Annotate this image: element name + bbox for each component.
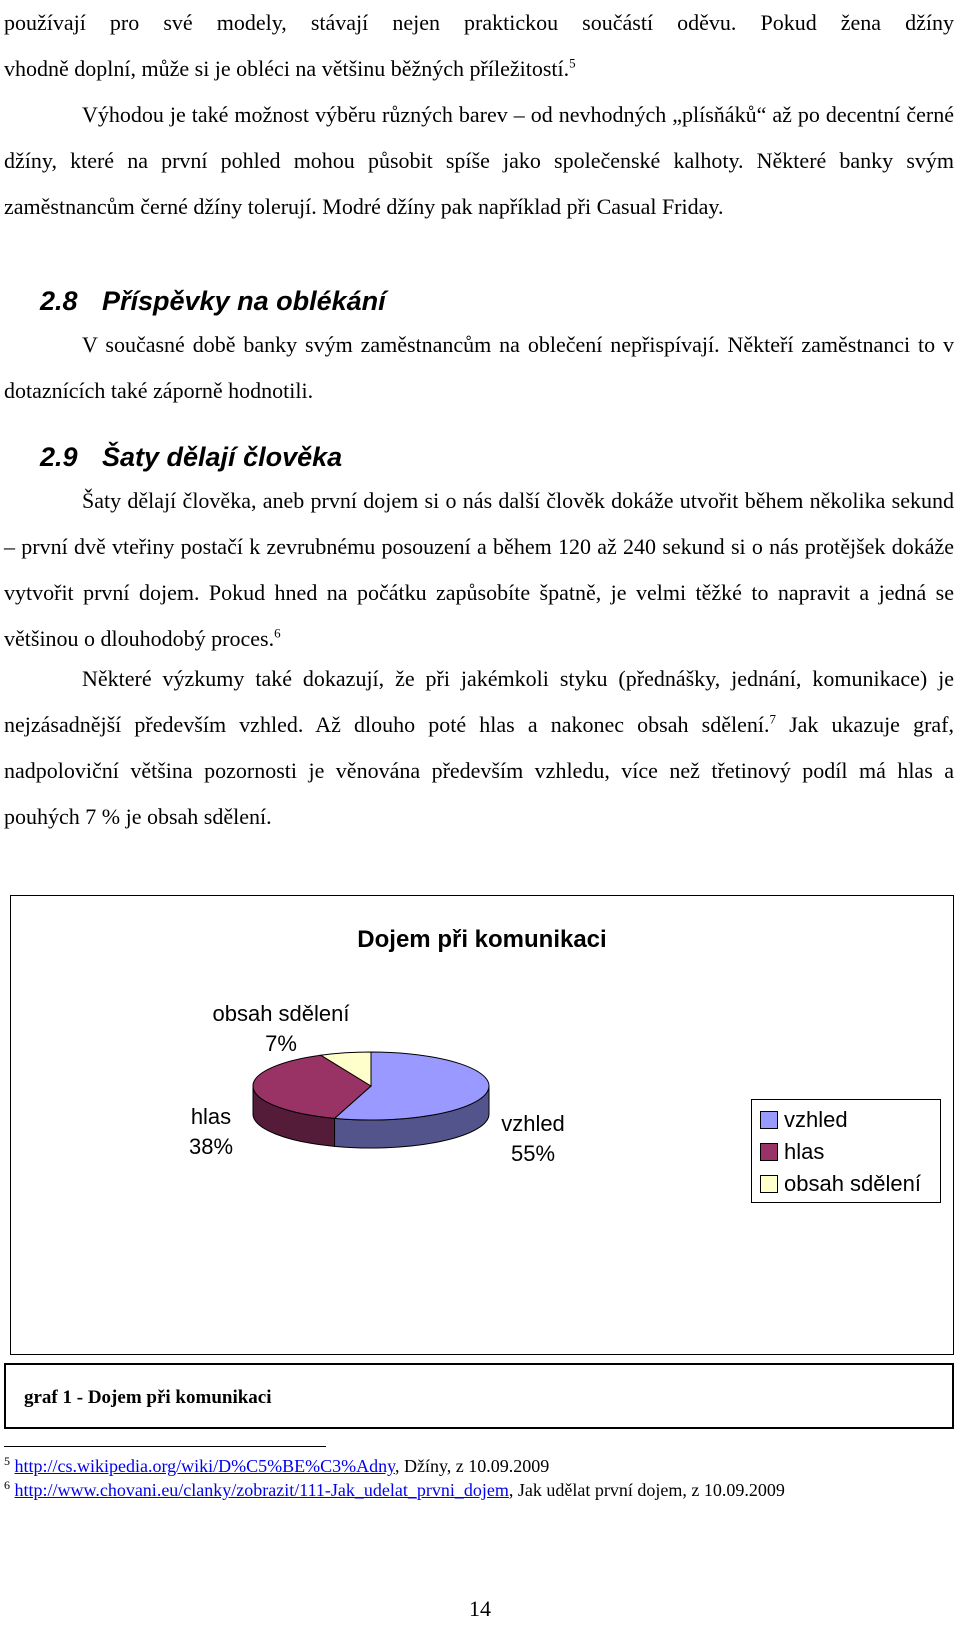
footnote-link[interactable]: http://cs.wikipedia.org/wiki/D%C5%BE%C3%Adny bbox=[14, 1456, 395, 1476]
footnote-number: 5 bbox=[4, 1454, 10, 1468]
footnote-text: , Jak udělat první dojem, z 10.09.2009 bbox=[508, 1480, 785, 1500]
paragraph-3: V současné době banky svým zaměstnancům na oblečení nepřispívají. Někteří zaměstnanci to v dotaznících také záporně hodnotili. bbox=[4, 332, 954, 403]
slice-category-label-vzhled: vzhled bbox=[501, 1111, 565, 1136]
section-heading-2-9 bbox=[40, 442, 342, 473]
legend-swatch-obsah-sdeleni bbox=[760, 1175, 778, 1193]
paragraph-5-text-b: Jak ukazuje graf, nadpoloviční většina pozornosti je věnována především vzhledu, více než třetinový podíl má hlas a pouhých 7 % je obsah sdělení. bbox=[4, 712, 954, 829]
section-heading-2-8 bbox=[40, 286, 386, 317]
section-number: 2.9 bbox=[40, 442, 78, 472]
footnote-5 bbox=[4, 1454, 954, 1478]
section-number: 2.8 bbox=[40, 286, 78, 316]
slice-value-label-vzhled: 55% bbox=[510, 1141, 556, 1166]
slice-value-label-hlas: 38% bbox=[188, 1134, 234, 1159]
paragraph-1 bbox=[4, 0, 954, 92]
paragraph-5-text-a: Některé výzkumy také dokazují, že při jakémkoli styku (přednášky, jednání, komunikace) je nejzásadnější především vzhled. Až dlouho poté hlas a nakonec obsah sdělení. bbox=[4, 666, 954, 737]
paragraph-4-text: Šaty dělají člověka, aneb první dojem si o nás další člověk dokáže utvořit během několika sekund – první dvě vteřiny postačí k zevrubnému posouzení a během 120 až 240 sekund si o nás protějšek dokáže vytvořit první dojem. Pokud hned na počátku zapůsobíte špatně, je velmi těžké to napravit a jedná se většinou o dlouhodobý proces. bbox=[4, 488, 954, 651]
slice-category-label-obsah-sdělení: obsah sdělení bbox=[212, 1001, 350, 1026]
legend-item-vzhled bbox=[760, 1105, 848, 1135]
footnote-link[interactable]: http://www.chovani.eu/clanky/zobrazit/111-Jak_udelat_prvni_dojem bbox=[14, 1480, 509, 1500]
chart-caption-box bbox=[4, 1363, 954, 1429]
footnotes bbox=[4, 1454, 954, 1502]
chart-title: Dojem při komunikaci bbox=[357, 926, 607, 953]
slice-value-label-obsah-sdělení: 7% bbox=[265, 1031, 297, 1056]
page-number: 14 bbox=[469, 1596, 491, 1621]
legend-swatch-vzhled bbox=[760, 1111, 778, 1129]
chart-caption: graf 1 - Dojem při komunikaci bbox=[24, 1387, 272, 1408]
footnote-ref-7[interactable]: 7 bbox=[769, 711, 776, 727]
legend-item-obsah-sdeleni bbox=[760, 1169, 921, 1199]
paragraph-1-line-2: vhodně doplní, může si je obléci na většinu běžných příležitostí. bbox=[4, 56, 570, 81]
pie-chart bbox=[10, 895, 954, 1355]
footnote-separator bbox=[4, 1446, 326, 1447]
section-title: Příspěvky na oblékání bbox=[102, 286, 386, 316]
footnote-ref-5[interactable]: 5 bbox=[569, 55, 576, 71]
paragraph-4 bbox=[4, 478, 954, 662]
legend-item-hlas bbox=[760, 1137, 824, 1167]
slice-category-label-hlas: hlas bbox=[190, 1104, 232, 1129]
legend-label-vzhled: vzhled bbox=[784, 1107, 848, 1132]
paragraph-1-line-1: používají pro své modely, stávají nejen praktickou součástí oděvu. Pokud žena džíny bbox=[4, 10, 954, 35]
legend-swatch-hlas bbox=[760, 1143, 778, 1161]
footnote-6 bbox=[4, 1478, 954, 1502]
footnote-text: , Džíny, z 10.09.2009 bbox=[394, 1456, 550, 1476]
legend-label-obsah-sdeleni: obsah sdělení bbox=[784, 1171, 921, 1196]
legend-label-hlas: hlas bbox=[784, 1139, 825, 1164]
paragraph-5 bbox=[4, 656, 954, 840]
paragraph-2: Výhodou je také možnost výběru různých barev – od nevhodných „plísňáků“ až po decentní černé džíny, které na první pohled mohou působit spíše jako společenské kalhoty. Některé banky svým zaměstnancům černé džíny tolerují. Modré džíny pak například při Casual Friday. bbox=[4, 102, 954, 219]
footnote-number: 6 bbox=[4, 1478, 10, 1492]
footnote-ref-6[interactable]: 6 bbox=[274, 625, 281, 641]
chart-legend bbox=[751, 1099, 941, 1203]
section-title: Šaty dělají člověka bbox=[102, 442, 343, 472]
